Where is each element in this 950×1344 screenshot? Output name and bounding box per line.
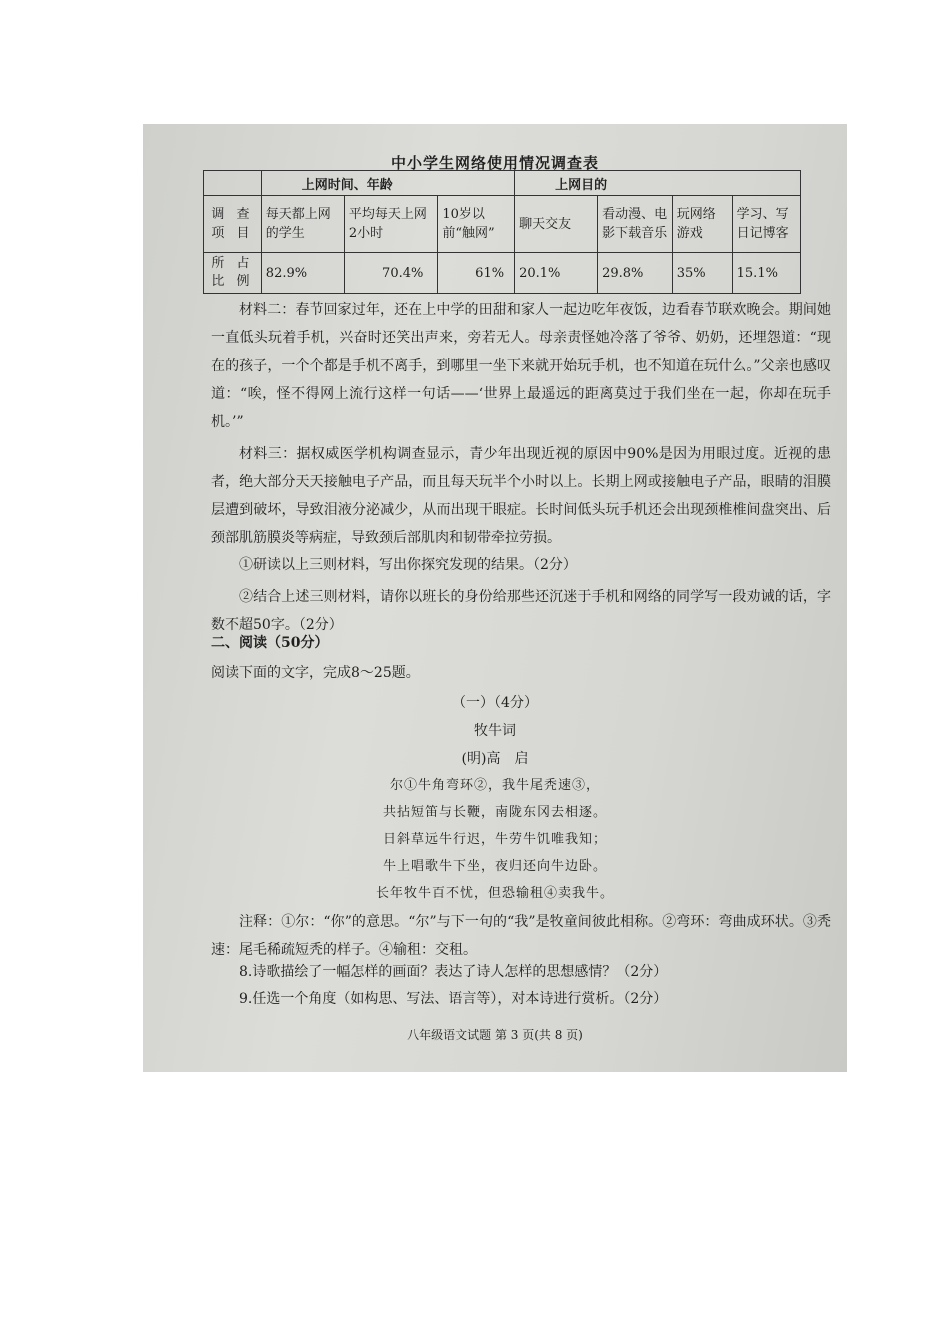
group-header-time-age: 上网时间、年龄 <box>261 171 514 196</box>
poem-line: 牛上唱歌牛下坐，夜归还向牛边卧。 <box>382 859 607 874</box>
question-2: ②结合上述三则材料，请你以班长的身份给那些还沉迷于手机和网络的同学写一段劝诫的话，字数不超50字。（2分） <box>211 589 831 633</box>
question-1: ①研读以上三则材料，写出你探究发现的结果。（2分） <box>239 557 577 573</box>
poem-title: 牧牛词 <box>474 723 516 739</box>
column-header: 学习、写日记博客 <box>732 196 800 253</box>
column-header: 聊天交友 <box>515 196 598 253</box>
ratio-cell: 82.9% <box>261 253 344 294</box>
material-three-paragraph: 材料三：据权威医学机构调查显示，青少年出现近视的原因中90%是因为用眼过度。近视的患者，绝大部分天天接触电子产品，而且每天玩半个小时以上。长期上网或接触电子产品，眼睛的泪膜层遭到破坏，导致泪液分泌减少，从而出现干眼症。长时间低头玩手机还会出现颈椎椎间盘突出、后颈部肌筋膜炎等病症，导致颈后部肌肉和韧带牵拉劳损。 <box>211 446 831 546</box>
column-header: 10岁以前“触网” <box>438 196 515 253</box>
poem-line: 共拈短笛与长鞭，南陇东冈去相逐。 <box>382 805 607 820</box>
table-header-row <box>204 171 801 196</box>
table-title: 中小学生网络使用情况调查表 <box>390 154 599 172</box>
row-label-ratio: 所 占 比 例 <box>204 253 262 294</box>
ratio-cell: 61% <box>438 253 515 294</box>
ratio-cell: 70.4% <box>344 253 438 294</box>
poem-line: 尔①牛角弯环②，我牛尾秃速③， <box>389 778 600 793</box>
page-footer: 八年级语文试题 第 3 页(共 8 页) <box>407 1028 583 1042</box>
ratio-cell: 15.1% <box>732 253 800 294</box>
photographed-exam-page <box>143 124 847 1072</box>
group-header-purpose: 上网目的 <box>515 171 801 196</box>
column-header: 玩网络游戏 <box>672 196 732 253</box>
survey-table <box>203 170 801 294</box>
reading-instruction: 阅读下面的文字，完成8～25题。 <box>211 665 420 681</box>
column-header: 平均每天上网2小时 <box>344 196 438 253</box>
table-items-row <box>204 196 801 253</box>
section-heading-reading: 二、阅读（50分） <box>211 635 329 651</box>
poem-notes: 注释：①尔：“你”的意思。“尔”与下一句的“我”是牧童间彼此相称。②弯环：弯曲成环状。③秃速：尾毛稀疏短秃的样子。④输租：交租。 <box>211 914 831 958</box>
poem-author: (明)高 启 <box>461 751 529 767</box>
row-label-items: 调 查 项 目 <box>204 196 262 253</box>
material-two-paragraph: 材料二：春节回家过年，还在上中学的田甜和家人一起边吃年夜饭，边看春节联欢晚会。期间她一直低头玩着手机，兴奋时还笑出声来，旁若无人。母亲责怪她冷落了爷爷、奶奶，还埋怨道：“现在的孩子，一个个都是手机不离手，到哪里一坐下来就开始玩手机，也不知道在玩什么。”父亲也感叹道：“唉，怪不得网上流行这样一句话——‘世界上最遥远的距离莫过于我们坐在一起，你却在玩手机。’” <box>211 302 831 430</box>
ratio-cell: 20.1% <box>515 253 598 294</box>
poem-line: 长年牧牛百不忧，但恐输租④卖我牛。 <box>375 886 614 901</box>
poem-line: 日斜草远牛行迟，牛劳牛饥唯我知； <box>382 832 607 847</box>
column-header: 看动漫、电影下载音乐 <box>598 196 673 253</box>
ratio-cell: 29.8% <box>598 253 673 294</box>
ratio-cell: 35% <box>672 253 732 294</box>
table-ratio-row <box>204 253 801 294</box>
question-8: 8.诗歌描绘了一幅怎样的画面？表达了诗人怎样的思想感情？（2分） <box>239 964 668 980</box>
part-one-heading: （一）（4分） <box>452 695 538 711</box>
page-content <box>143 124 847 1072</box>
column-header: 每天都上网的学生 <box>261 196 344 253</box>
empty-corner-cell <box>204 171 262 196</box>
question-9: 9.任选一个角度（如构思、写法、语言等），对本诗进行赏析。（2分） <box>239 991 668 1007</box>
